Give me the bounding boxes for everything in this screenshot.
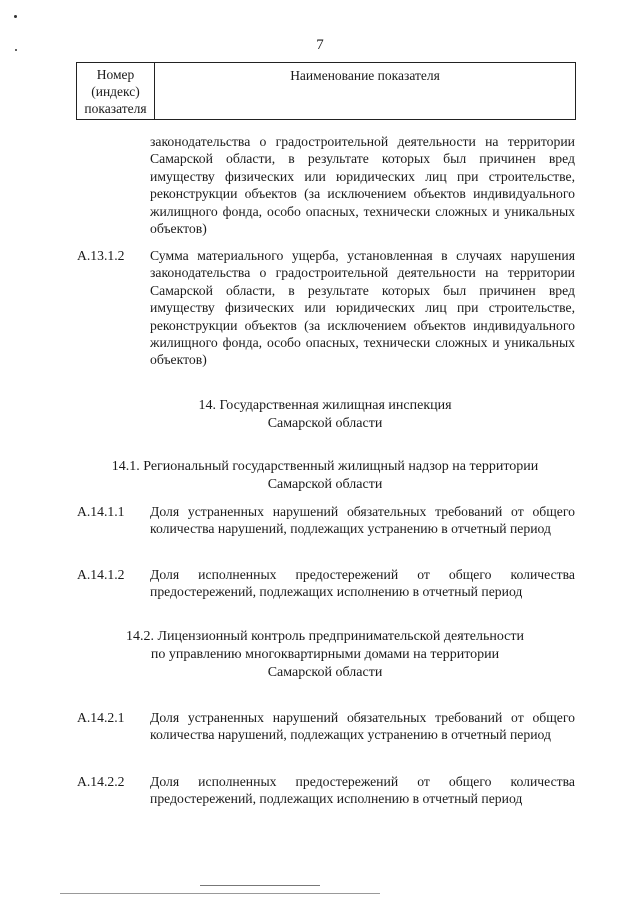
indicator-code: А.14.1.2 [77, 567, 125, 582]
indicator-text: Доля устраненных нарушений обязательных требований от общего количества нарушений, подлежащих устранению в отчетный период [150, 710, 575, 743]
indicator-code: А.14.1.1 [77, 504, 125, 519]
indicator-text: Доля исполненных предостережений от общего количества предостережений, подлежащих исполнению в отчетный период [150, 774, 575, 807]
heading-line: Самарской области [267, 477, 383, 492]
scan-artifact-line [60, 893, 380, 894]
scan-mark-dot [14, 15, 17, 18]
heading-line: Самарской области [267, 416, 383, 431]
indicator-code: А.14.2.1 [77, 710, 125, 725]
column-header-index: Номер (индекс) показателя [77, 63, 155, 119]
heading-line: 14.1. Региональный государственный жилищный надзор на территории [111, 459, 539, 474]
indicator-text: Доля исполненных предостережений от общего количества предостережений, подлежащих исполнению в отчетный период [150, 567, 575, 600]
indicator-text: Доля устраненных нарушений обязательных требований от общего количества нарушений, подлежащих устранению в отчетный период [150, 504, 575, 537]
column-header-name: Наименование показателя [290, 68, 440, 83]
section-heading-14 [60, 397, 590, 433]
section-heading-14-1 [60, 458, 590, 494]
heading-line: 14. Государственная жилищная инспекция [198, 398, 452, 413]
heading-line: по управлению многоквартирными домами на территории [150, 647, 500, 662]
indicator-code: А.14.2.2 [77, 774, 125, 789]
heading-line: Самарской области [267, 665, 383, 680]
indicator-code: А.13.1.2 [77, 248, 125, 263]
table-header [76, 62, 576, 120]
heading-line: 14.2. Лицензионный контроль предпринимательской деятельности [125, 629, 525, 644]
indicator-text: Сумма материального ущерба, установленная в случаях нарушения законодательства о градостроительной деятельности на территории Самарской области, в результате которых был причинен вред имуществу физических или юридических лиц при строительстве, реконструкции объектов (за исключением объектов индивидуального жилищного фонда, особо опасных, технически сложных и уникальных объектов) [150, 248, 575, 368]
continued-indicator-text: законодательства о градостроительной деятельности на территории Самарской области, в результате которых был причинен вред имуществу физических или юридических лиц при строительстве, реконструкции объектов (за исключением объектов индивидуального жилищного фонда, особо опасных, технически сложных и уникальных объектов) [150, 134, 575, 237]
section-heading-14-2 [60, 628, 590, 682]
page-number: 7 [316, 37, 324, 53]
scan-artifact-line [200, 885, 320, 886]
